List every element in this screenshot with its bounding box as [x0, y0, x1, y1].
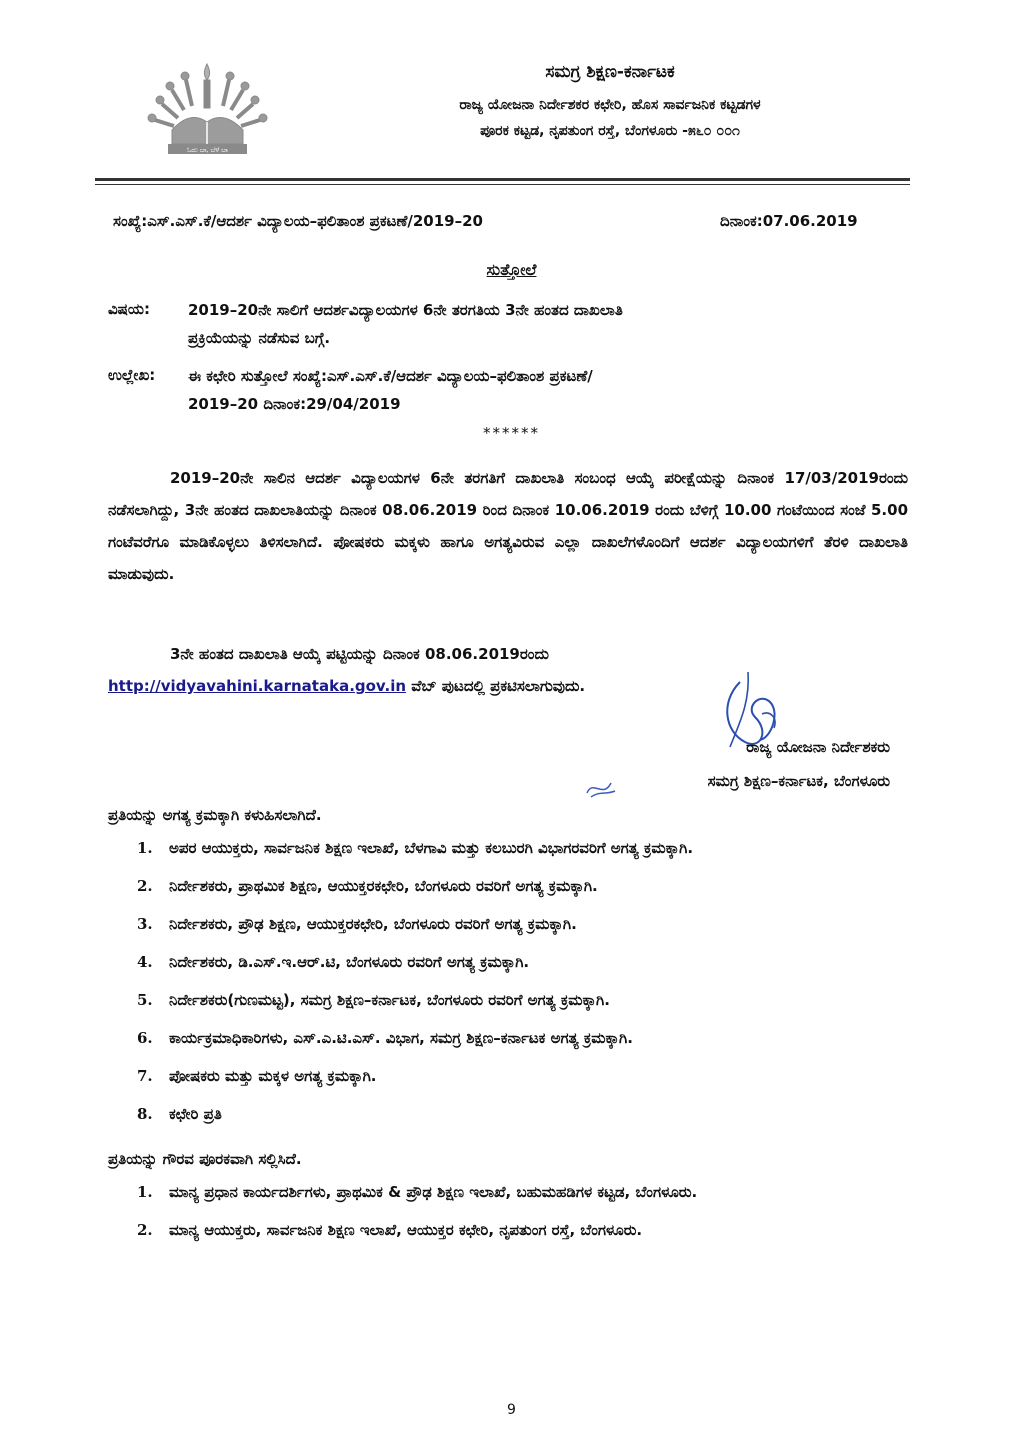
vidyavahini-link[interactable]: http://vidyavahini.karnataka.gov.in — [108, 677, 407, 695]
subject-label: ವಿಷಯ: — [108, 300, 150, 318]
body-paragraph-2-pre: 3ನೇ ಹಂತದ ದಾಖಲಾತಿ ಆಯ್ಕೆ ಪಟ್ಟಿಯನ್ನು ದಿನಾಂಕ 08.06.2019ರಂದು — [170, 645, 549, 663]
subject-line-1: 2019–20ನೇ ಸಾಲಿಗೆ ಆದರ್ಶವಿದ್ಯಾಲಯಗಳ 6ನೇ ತರಗತಿಯ 3ನೇ ಹಂತದ ದಾಖಲಾತಿ — [188, 301, 623, 319]
logo-caption: ಓದು ಬಾ, ಬೆಳೆ ಬಾ — [187, 146, 228, 154]
organization-address — [330, 92, 890, 144]
reference-note-label: ಉಲ್ಲೇಖ: — [108, 366, 156, 384]
subject-line-2: ಪ್ರಕ್ರಿಯೆಯನ್ನು ನಡೆಸುವ ಬಗ್ಗೆ. — [188, 329, 331, 347]
reference-note-line-2: 2019–20 ದಿನಾಂಕ:29/04/2019 — [188, 395, 401, 413]
reference-note-line-1: ಈ ಕಛೇರಿ ಸುತ್ತೋಲೆ ಸಂಖ್ಯೆ:ಎಸ್.ಎಸ್.ಕೆ/ಆದರ್ಶ ವಿದ್ಯಾಲಯ–ಫಲಿತಾಂಶ ಪ್ರಕಟಣೆ/ — [188, 367, 593, 385]
separator-stars: ****** — [483, 424, 540, 442]
page-number: 9 — [507, 1402, 516, 1418]
reference-date: ದಿನಾಂಕ:07.06.2019 — [720, 212, 858, 230]
address-line-1: ರಾಜ್ಯ ಯೋಜನಾ ನಿರ್ದೇಶಕರ ಕಛೇರಿ, ಹೊಸ ಸಾರ್ವಜನಿಕ ಕಟ್ಟಡಗಳ — [459, 97, 761, 113]
list-item: 7. ಪೋಷಕರು ಮತ್ತು ಮಕ್ಕಳ ಅಗತ್ಯ ಕ್ರಮಕ್ಕಾಗಿ. — [137, 1067, 377, 1085]
copy-info-list — [137, 1176, 897, 1246]
list-item: 8. ಕಛೇರಿ ಪ್ರತಿ — [137, 1105, 222, 1123]
header-rule-thick — [95, 178, 910, 181]
subject-text — [188, 296, 908, 352]
list-item: 2. ನಿರ್ದೇಶಕರು, ಪ್ರಾಥಮಿಕ ಶಿಕ್ಷಣ, ಆಯುಕ್ತರಕಛೇರಿ, ಬೆಂಗಳೂರು ರವರಿಗೆ ಅಗತ್ಯ ಕ್ರಮಕ್ಕಾಗಿ. — [137, 877, 598, 895]
copy-info-heading: ಪ್ರತಿಯನ್ನು ಗೌರವ ಪೂರಕವಾಗಿ ಸಲ್ಲಿಸಿದೆ. — [108, 1150, 302, 1168]
list-item: 6. ಕಾರ್ಯಕ್ರಮಾಧಿಕಾರಿಗಳು, ಎಸ್.ಎ.ಟಿ.ಎಸ್. ವಿಭಾಗ, ಸಮಗ್ರ ಶಿಕ್ಷಣ–ಕರ್ನಾಟಕ ಅಗತ್ಯ ಕ್ರಮಕ್ಕಾಗಿ. — [137, 1029, 633, 1047]
address-line-2: ಪೂರಕ ಕಟ್ಟಡ, ನೃಪತುಂಗ ರಸ್ತೆ, ಬೆಂಗಳೂರು -೫೬೦ ೦೦೧ — [480, 123, 740, 139]
reference-note-text — [188, 362, 908, 418]
circular-title: ಸುತ್ತೋಲೆ — [486, 260, 537, 279]
organization-name: ಸಮಗ್ರ ಶಿಕ್ಷಣ-ಕರ್ನಾಟಕ — [545, 62, 675, 82]
reference-number: ಸಂಖ್ಯೆ:ಎಸ್.ಎಸ್.ಕೆ/ಆದರ್ಶ ವಿದ್ಯಾಲಯ–ಫಲಿತಾಂಶ ಪ್ರಕಟಣೆ/2019–20 — [113, 212, 483, 230]
signatory-designation: ರಾಜ್ಯ ಯೋಜನಾ ನಿರ್ದೇಶಕರು — [746, 738, 890, 756]
samagra-shikshana-logo — [140, 60, 275, 160]
list-item: 1. ಅಪರ ಆಯುಕ್ತರು, ಸಾರ್ವಜನಿಕ ಶಿಕ್ಷಣ ಇಲಾಖೆ, ಬೆಳಗಾವಿ ಮತ್ತು ಕಲಬುರಗಿ ವಿಭಾಗರವರಿಗೆ ಅಗತ್ಯ ಕ್ರಮಕ್ಕಾಗಿ. — [137, 839, 694, 857]
list-item: 5. ನಿರ್ದೇಶಕರು(ಗುಣಮಟ್ಟ), ಸಮಗ್ರ ಶಿಕ್ಷಣ–ಕರ್ನಾಟಕ, ಬೆಂಗಳೂರು ರವರಿಗೆ ಅಗತ್ಯ ಕ್ರಮಕ್ಕಾಗಿ. — [137, 991, 610, 1009]
initials-mark — [583, 773, 619, 803]
body-paragraph-1-text: 2019–20ನೇ ಸಾಲಿನ ಆದರ್ಶ ವಿದ್ಯಾಲಯಗಳ 6ನೇ ತರಗತಿಗೆ ದಾಖಲಾತಿ ಸಂಬಂಧ ಆಯ್ಕೆ ಪರೀಕ್ಷೆಯನ್ನು ದಿನಾಂಕ 17/03/2019ರಂದು ನಡೆಸಲಾಗಿದ್ದು, 3ನೇ ಹಂತದ ದಾಖಲಾತಿಯನ್ನು ದಿನಾಂಕ 08.06.2019 ರಿಂದ ದಿನಾಂಕ 10.06.2019 ರಂದು ಬೆಳಿಗ್ಗೆ 10.00 ಗಂಟೆಯಿಂದ ಸಂಜೆ 5.00 ಗಂಟೆವರೆಗೂ ಮಾಡಿಕೊಳ್ಳಲು ತಿಳಿಸಲಾಗಿದೆ. ಪೋಷಕರು ಮಕ್ಕಳು ಹಾಗೂ ಅಗತ್ಯವಿರುವ ಎಲ್ಲಾ ದಾಖಲೆಗಳೊಂದಿಗೆ ಆದರ್ಶ ವಿದ್ಯಾಲಯಗಳಿಗೆ ತೆರಳಿ ದಾಖಲಾತಿ ಮಾಡುವುದು. — [108, 469, 908, 583]
list-item: 2. ಮಾನ್ಯ ಆಯುಕ್ತರು, ಸಾರ್ವಜನಿಕ ಶಿಕ್ಷಣ ಇಲಾಖೆ, ಆಯುಕ್ತರ ಕಛೇರಿ, ನೃಪತುಂಗ ರಸ್ತೆ, ಬೆಂಗಳೂರು. — [137, 1221, 643, 1239]
list-item: 3. ನಿರ್ದೇಶಕರು, ಪ್ರೌಢ ಶಿಕ್ಷಣ, ಆಯುಕ್ತರಕಛೇರಿ, ಬೆಂಗಳೂರು ರವರಿಗೆ ಅಗತ್ಯ ಕ್ರಮಕ್ಕಾಗಿ. — [137, 915, 577, 933]
signatory-office: ಸಮಗ್ರ ಶಿಕ್ಷಣ–ಕರ್ನಾಟಕ, ಬೆಂಗಳೂರು — [707, 772, 890, 790]
copy-action-heading: ಪ್ರತಿಯನ್ನು ಅಗತ್ಯ ಕ್ರಮಕ್ಕಾಗಿ ಕಳುಹಿಸಲಾಗಿದೆ. — [108, 806, 322, 824]
list-item: 4. ನಿರ್ದೇಶಕರು, ಡಿ.ಎಸ್.ಇ.ಆರ್.ಟಿ, ಬೆಂಗಳೂರು ರವರಿಗೆ ಅಗತ್ಯ ಕ್ರಮಕ್ಕಾಗಿ. — [137, 953, 530, 971]
header-rule-thin — [95, 184, 910, 185]
body-paragraph-2-post: ವೆಬ್ ಪುಟದಲ್ಲಿ ಪ್ರಕಟಿಸಲಾಗುವುದು. — [411, 677, 586, 695]
body-paragraph-1 — [108, 462, 908, 590]
copy-action-list — [137, 832, 897, 1130]
list-item: 1. ಮಾನ್ಯ ಪ್ರಧಾನ ಕಾರ್ಯದರ್ಶಿಗಳು, ಪ್ರಾಥಮಿಕ & ಪ್ರೌಢ ಶಿಕ್ಷಣ ಇಲಾಖೆ, ಬಹುಮಹಡಿಗಳ ಕಟ್ಟಡ, ಬೆಂಗಳೂರು. — [137, 1183, 698, 1201]
